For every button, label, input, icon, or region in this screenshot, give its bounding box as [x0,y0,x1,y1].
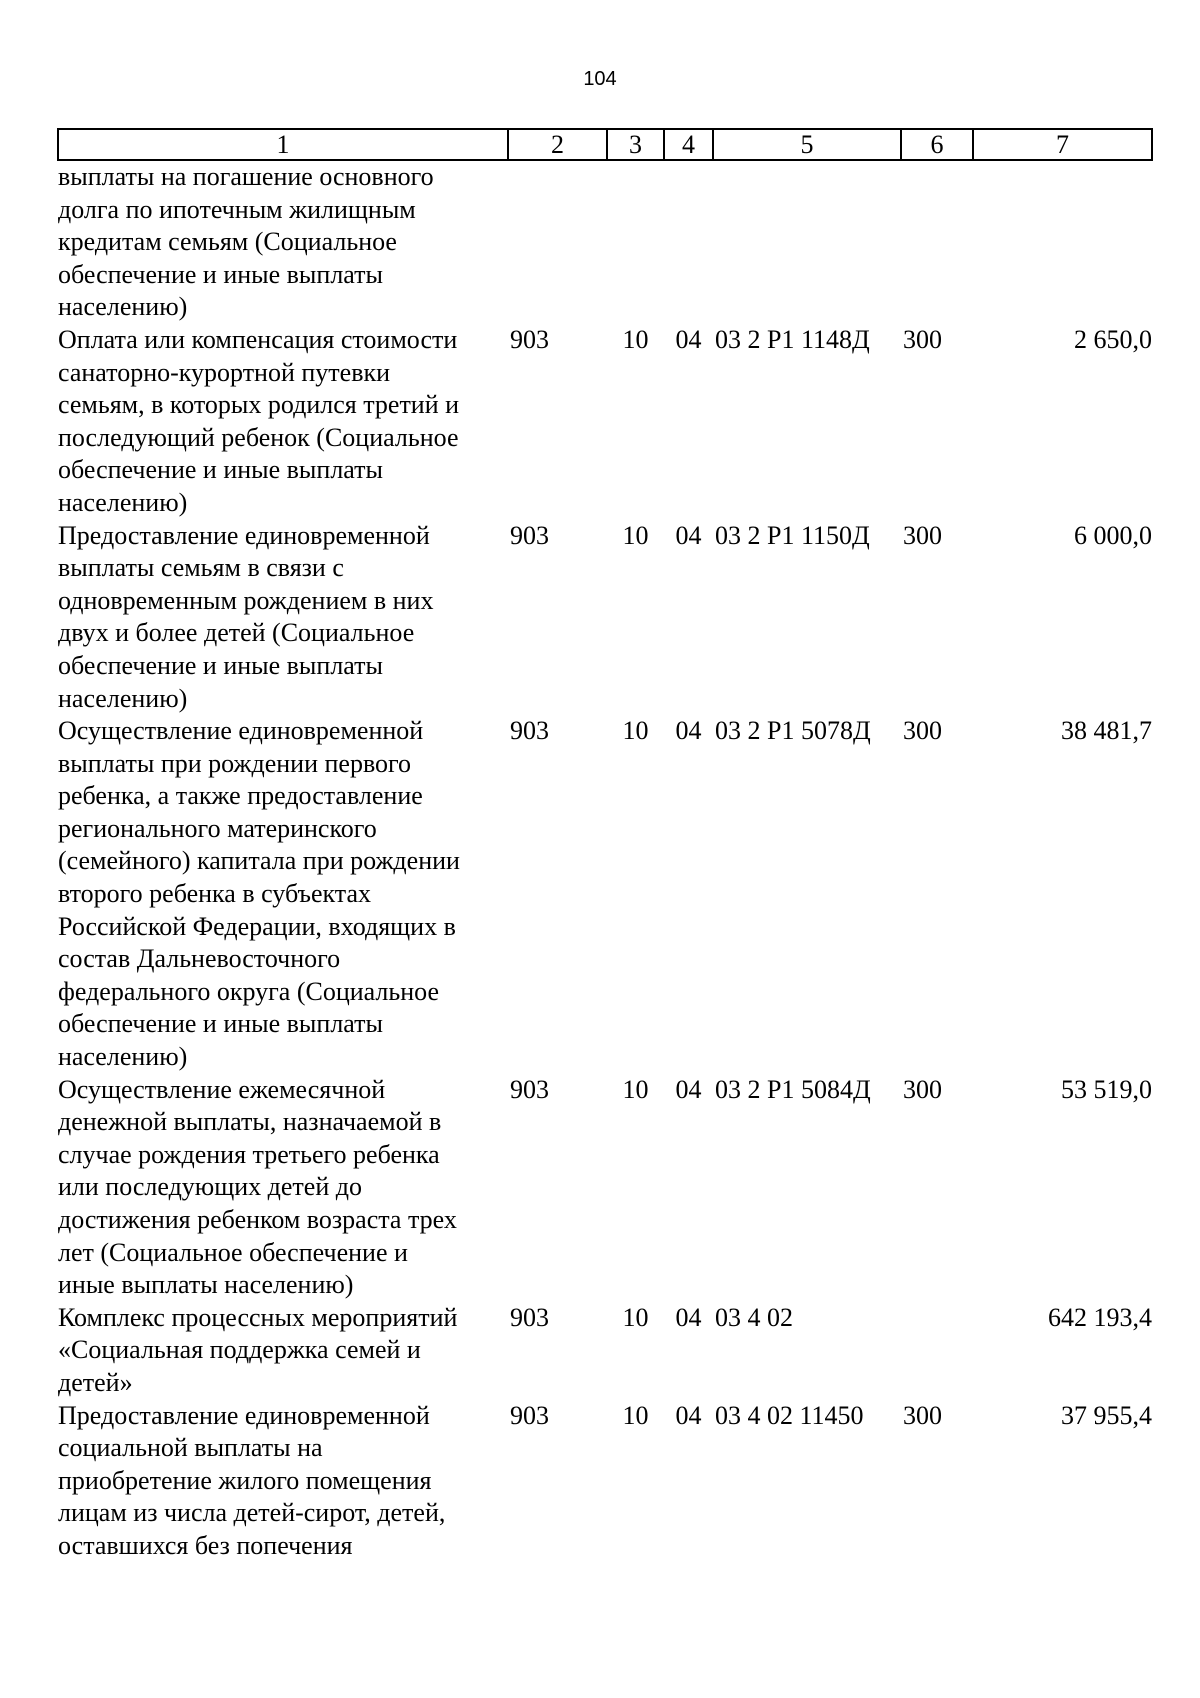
description-line: Оплата или компенсация стоимости [58,324,458,354]
description-line: оставшихся без попечения [58,1530,353,1560]
description-line: обеспечение и иные выплаты [58,650,383,680]
description-line: Предоставление единовременной [58,1400,430,1430]
row-description [58,715,508,1074]
header-row [58,129,1152,160]
row-amount: 53 519,0 [1061,1074,1152,1104]
description-line: санаторно-курортной путевки [58,357,391,387]
row-target-article: 03 2 Р1 1150Д [715,520,870,550]
page-number: 104 [583,68,617,90]
row-target-article: 03 2 Р1 5084Д [715,1074,871,1104]
row-description [58,520,508,716]
description-line: иные выплаты населению) [58,1270,354,1300]
row-expense-type: 300 [903,520,942,550]
description-line: лет (Социальное обеспечение и [58,1237,408,1267]
row-expense-type [901,160,973,324]
row-amount: 6 000,0 [1074,520,1152,550]
description-line: Предоставление единовременной [58,520,430,550]
row-expense-type: 300 [903,716,942,746]
row-ministry-code: 903 [510,324,549,354]
description-line: Российской Федерации, входящих в [58,911,456,941]
description-line: состав Дальневосточного [58,944,341,974]
description-line: регионального материнского [58,813,377,843]
row-expense-type: 300 [903,1400,942,1430]
row-ministry-code [508,160,607,324]
description-line: населению) [58,683,188,713]
row-description [58,160,508,324]
row-target-article: 03 2 Р1 1148Д [715,324,870,354]
row-subsection: 04 [675,1400,702,1430]
table-row [58,160,1152,324]
description-line: последующий ребенок (Социальное [58,422,459,452]
row-target-article: 03 2 Р1 5078Д [715,716,871,746]
description-line: денежной выплаты, назначаемой в [58,1107,442,1137]
row-description [58,1400,508,1563]
row-ministry-code: 903 [510,716,549,746]
description-line: Комплекс процессных мероприятий [58,1302,458,1332]
row-section: 10 [622,1400,649,1430]
row-ministry-code: 903 [510,1074,549,1104]
description-line: ребенка, а также предоставление [58,781,423,811]
row-subsection: 04 [675,324,702,354]
row-expense-type [901,1302,973,1400]
header-col-7: 7 [973,129,1152,160]
header-col-5: 5 [713,129,901,160]
description-line: обеспечение и иные выплаты [58,1009,383,1039]
description-line: детей» [58,1367,133,1397]
description-line: «Социальная поддержка семей и [58,1335,421,1365]
description-line: обеспечение и иные выплаты [58,455,383,485]
row-amount: 37 955,4 [1061,1400,1152,1430]
description-line: (семейного) капитала при рождении [58,846,460,876]
header-col-2: 2 [508,129,607,160]
row-amount: 38 481,7 [1061,716,1152,746]
row-description [58,1074,508,1302]
row-section [607,160,664,324]
header-col-4: 4 [664,129,713,160]
row-subsection: 04 [675,716,702,746]
row-amount: 2 650,0 [1074,324,1152,354]
table-row [58,520,1152,716]
description-line: выплаты при рождении первого [58,748,412,778]
row-subsection: 04 [675,1074,702,1104]
row-ministry-code: 903 [510,520,549,550]
row-description [58,324,508,520]
description-line: населению) [58,487,188,517]
row-section: 10 [622,1302,649,1332]
row-amount: 642 193,4 [1048,1302,1152,1332]
table-row [58,324,1152,520]
description-line: выплаты семьям в связи с [58,553,344,583]
description-line: семьям, в которых родился третий и [58,390,460,420]
header-col-3: 3 [607,129,664,160]
description-line: второго ребенка в субъектах [58,879,372,909]
description-line: кредитам семьям (Социальное [58,227,397,257]
description-line: или последующих детей до [58,1172,362,1202]
row-section: 10 [622,716,649,746]
row-expense-type: 300 [903,324,942,354]
description-line: двух и более детей (Социальное [58,618,415,648]
description-line: выплаты на погашение основного [58,162,434,191]
description-line: обеспечение и иные выплаты [58,259,383,289]
row-target-article: 03 4 02 [715,1302,793,1332]
description-line: одновременным рождением в них [58,585,434,615]
description-line: Осуществление ежемесячной [58,1074,386,1104]
row-description [58,1302,508,1400]
row-amount [973,160,1152,324]
table-header [58,129,1152,160]
description-line: населению) [58,292,188,322]
description-line: долга по ипотечным жилищным [58,194,416,224]
description-line: Осуществление единовременной [58,716,424,746]
row-section: 10 [622,520,649,550]
table-row [58,1302,1152,1400]
header-col-6: 6 [901,129,973,160]
row-target-article [713,160,901,324]
description-line: лицам из числа детей-сирот, детей, [58,1498,446,1528]
row-ministry-code: 903 [510,1400,549,1430]
table-row [58,715,1152,1074]
row-section: 10 [622,1074,649,1104]
row-ministry-code: 903 [510,1302,549,1332]
description-line: социальной выплаты на [58,1433,323,1463]
description-line: случае рождения третьего ребенка [58,1139,440,1169]
row-section: 10 [622,324,649,354]
description-line: федерального округа (Социальное [58,976,440,1006]
header-col-1: 1 [58,129,508,160]
table-row [58,1074,1152,1302]
table-row [58,1400,1152,1563]
row-target-article: 03 4 02 11450 [715,1400,864,1430]
budget-table [57,128,1153,1563]
description-line: населению) [58,1042,188,1072]
description-line: достижения ребенком возраста трех [58,1205,457,1234]
row-subsection: 04 [675,1302,702,1332]
row-expense-type: 300 [903,1074,942,1104]
description-line: приобретение жилого помещения [58,1465,432,1495]
row-subsection [664,160,713,324]
table-body [58,160,1152,1563]
row-subsection: 04 [675,520,702,550]
